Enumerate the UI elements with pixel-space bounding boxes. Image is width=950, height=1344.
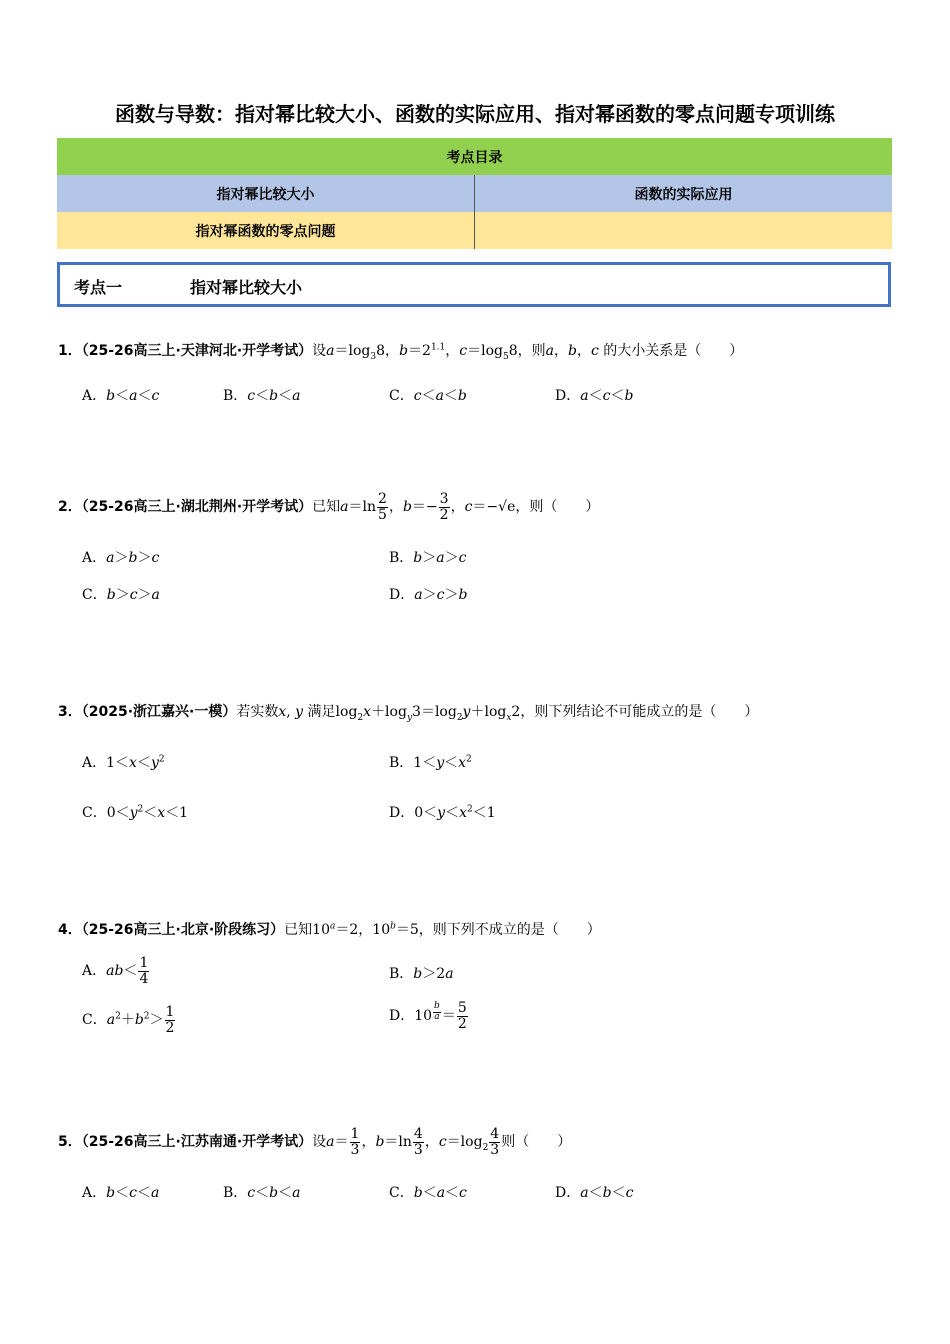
question-stem: 设$a=\log_38$，$b=2^{1.1}$，$c=\log_58$，则a，b，c 的大小关系是（ ）	[312, 342, 744, 362]
question-stem: 已知$10^a=2$，$10^b=5$，则下列不成立的是（ ）	[284, 921, 601, 938]
toc-item-2: 函数的实际应用	[475, 175, 893, 212]
question-number: 3．	[58, 704, 82, 720]
question-number: 5．	[58, 1134, 82, 1151]
question-5	[58, 1127, 571, 1157]
question-source: （2025·浙江嘉兴·一模）	[81, 704, 237, 720]
option-d[interactable]: D．$0<y<x^2<1$	[389, 804, 496, 821]
topic-table-of-contents	[57, 138, 892, 249]
option-b[interactable]: B．b＞2a	[389, 966, 454, 982]
option-d[interactable]: D．a＜b＜c	[555, 1185, 634, 1201]
question-4	[58, 919, 601, 939]
option-a[interactable]: A．$1<x<y^2$	[82, 754, 165, 771]
question-stem: 设a＝ $\frac{1}{3}$ ，b＝ln $\frac{4}{3}$ ，$c=\log_2$ $\frac{4}{3}$ 则（ ）	[312, 1126, 572, 1158]
option-d[interactable]: D．10 $^{\frac{b}{a}}$ ＝ $\frac{5}{2}$	[389, 1000, 467, 1032]
option-b[interactable]: B．c＜b＜a	[223, 1185, 301, 1201]
question-stem: 已知a＝ln $\frac{2}{5}$ ，b＝− $\frac{3}{2}$ ，c＝−√e，则（ ）	[312, 491, 600, 523]
topic-number: 考点一	[74, 278, 123, 297]
question-source: （25-26高三上·江苏南通·开学考试）	[81, 1134, 313, 1151]
question-stem: 若实数x, y 满足$\log_2x+\log_y3=\log_2y+\log_x2$，则下列结论不可能成立的是（ ）	[236, 704, 759, 723]
option-d[interactable]: D．a＜c＜b	[555, 388, 634, 404]
option-c[interactable]: C．b＞c＞a	[82, 587, 160, 603]
option-a[interactable]: A．a＞b＞c	[82, 550, 160, 566]
option-b[interactable]: B．$1<y<x^2$	[389, 754, 472, 771]
topic-heading-box	[57, 262, 891, 307]
option-c[interactable]: C．$0<y^2<x<1$	[82, 804, 189, 821]
toc-empty-cell	[475, 212, 893, 249]
option-b[interactable]: B．b＞a＞c	[389, 550, 467, 566]
topic-name: 指对幂比较大小	[190, 278, 303, 297]
option-d[interactable]: D．a＞c＞b	[389, 587, 468, 603]
option-a[interactable]: A．b＜a＜c	[82, 388, 160, 404]
question-number: 4．	[58, 922, 82, 938]
question-number: 2．	[58, 499, 82, 516]
question-source: （25-26高三上·湖北荆州·开学考试）	[81, 499, 313, 516]
question-number: 1．	[58, 343, 82, 359]
option-a[interactable]: A．b＜c＜a	[82, 1185, 160, 1201]
question-2	[58, 492, 599, 522]
option-c[interactable]: C．$a^2+b^2>$ $\frac{1}{2}$	[82, 1004, 175, 1036]
question-3	[58, 701, 758, 723]
document-title: 函数与导数：指对幂比较大小、函数的实际应用、指对幂函数的零点问题专项训练	[115, 102, 835, 126]
option-a[interactable]: A．ab＜ $\frac{1}{4}$	[82, 955, 149, 987]
question-1	[58, 340, 743, 362]
question-source: （25-26高三上·北京·阶段练习）	[81, 922, 285, 938]
question-source: （25-26高三上·天津河北·开学考试）	[81, 343, 313, 359]
toc-item-3: 指对幂函数的零点问题	[57, 212, 475, 249]
option-c[interactable]: C．c＜a＜b	[389, 388, 467, 404]
option-b[interactable]: B．c＜b＜a	[223, 388, 301, 404]
option-c[interactable]: C．b＜a＜c	[389, 1185, 467, 1201]
toc-header: 考点目录	[57, 138, 892, 175]
toc-item-1: 指对幂比较大小	[57, 175, 475, 212]
